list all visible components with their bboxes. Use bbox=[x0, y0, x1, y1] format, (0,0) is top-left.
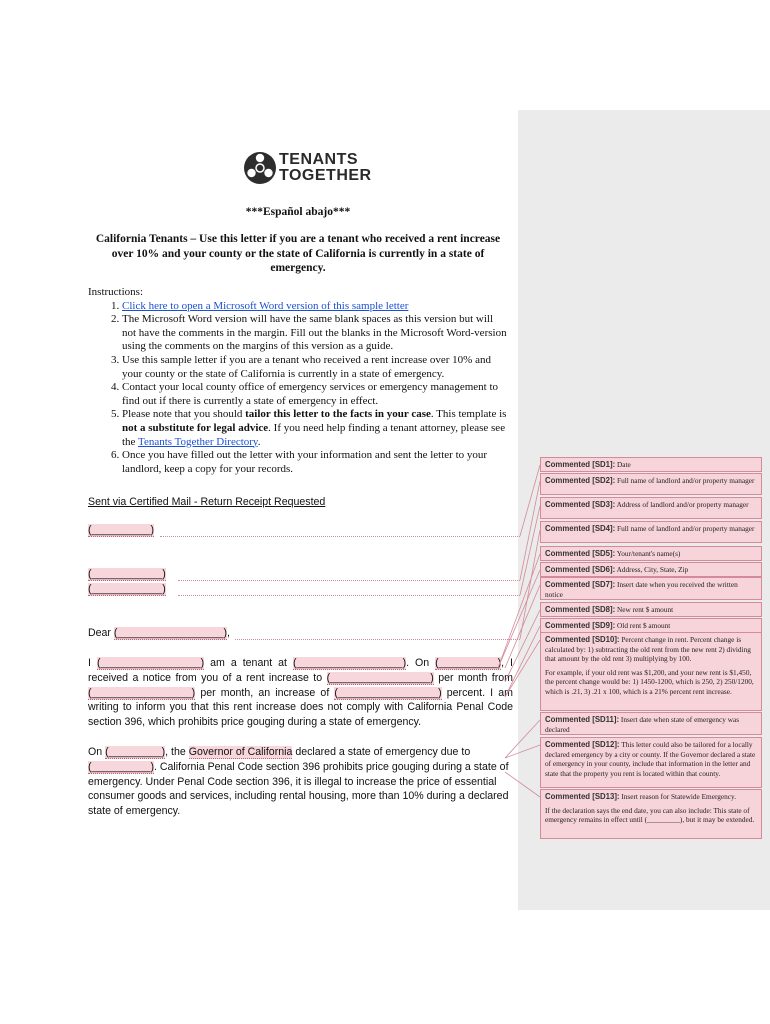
comment-text: Insert date when you received the written notice bbox=[545, 580, 738, 599]
tenants-together-logo bbox=[243, 150, 372, 190]
letter-text: On bbox=[88, 746, 106, 758]
comment-anchor-line bbox=[235, 639, 520, 640]
logo-wordmark bbox=[279, 152, 372, 184]
new-rent-blank[interactable]: (_________________) bbox=[326, 671, 434, 684]
sent-via-line: Sent via Certified Mail - Return Receipt Requested bbox=[88, 496, 326, 508]
letter-text: per month from bbox=[433, 671, 513, 684]
letter-text: I bbox=[88, 657, 97, 669]
comment-label: Commented [SD9]: bbox=[545, 621, 616, 630]
instruction-text: Please note that you should bbox=[122, 408, 246, 421]
comment-sd1[interactable] bbox=[540, 457, 762, 472]
comment-text: Percent change in rent. Percent change is calculated by: 1) subtracting the old rent from the new rent 2) dividing that amount by the old rent 3) multiplying by 100. bbox=[545, 635, 751, 664]
instruction-item bbox=[122, 300, 508, 314]
comment-sd13[interactable] bbox=[540, 789, 762, 839]
word-version-link[interactable]: Click here to open a Microsoft Word version of this sample letter bbox=[122, 299, 409, 312]
comment-anchor-line bbox=[178, 595, 520, 596]
instructions-section bbox=[88, 286, 508, 476]
comment-label: Commented [SD2]: bbox=[545, 476, 616, 485]
instruction-item: 2. The Microsoft Word version will have the same blank spaces as this version but will not have the comments in the margin. Fill out the blanks in the Microsoft Word-version using the comments on the margins of this version as a guide. bbox=[122, 313, 508, 354]
comment-text: This letter could also be tailored for a locally declared emergency by a city or county. If the Governor declared a state of emergency in your county, include that information in the letter and state that the property you rent is located within that county. bbox=[545, 740, 756, 778]
comment-text: Your/tenant's name(s) bbox=[616, 549, 681, 558]
salutation-blank[interactable]: (__________________) bbox=[113, 627, 228, 639]
letter-text: , I received a notice from you of a rent increase to bbox=[88, 657, 513, 684]
letter-text: . California Penal Code section 396 prohibits price gouging during a state of emergency. Under Penal Code section 396, it is illegal to increase the price of essential consumer goods and services, including rental housing, more than 10% during a declared state of emergency. bbox=[88, 760, 509, 818]
letter-text: per month, an increase of bbox=[195, 686, 335, 699]
letter-text: , the bbox=[165, 746, 189, 758]
salutation-text: , bbox=[227, 627, 230, 639]
instruction-text: . This template is bbox=[430, 408, 507, 421]
percent-increase-blank[interactable]: (_________________) bbox=[334, 686, 442, 699]
instruction-item: 6. Once you have filled out the letter with your information and sent the letter to your landlord, keep a copy for your records. bbox=[122, 449, 508, 476]
comment-label: Commented [SD10]: bbox=[545, 635, 620, 644]
comment-sd11[interactable] bbox=[540, 712, 762, 735]
comment-label: Commented [SD1]: bbox=[545, 460, 616, 469]
landlord-address-blank[interactable]: (____________) bbox=[88, 583, 166, 595]
emergency-date-blank[interactable]: (_________) bbox=[105, 746, 166, 758]
comment-extra: For example, if your old rent was $1,200, and your new rent is $1,450, the percent change would be: 1) 1450-1200, which is 250, 2) 250/1200, which is .21, 3) .21 x 100, which is a 21% percent rent increase. bbox=[545, 667, 754, 696]
comment-text: Address of landlord and/or property manager bbox=[616, 500, 749, 509]
document-title: California Tenants – Use this letter if you are a tenant who received a rent increase over 10% and your county or the state of California is currently in a state of emergency. bbox=[95, 233, 501, 274]
comment-text: Old rent $ amount bbox=[617, 621, 671, 630]
comment-label: Commented [SD12]: bbox=[545, 740, 620, 749]
comment-label: Commented [SD13]: bbox=[545, 792, 620, 801]
comment-label: Commented [SD5]: bbox=[545, 549, 616, 558]
comment-text: Insert reason for Statewide Emergency. bbox=[621, 792, 737, 801]
comment-anchor-line bbox=[178, 580, 520, 581]
directory-link[interactable]: Tenants Together Directory bbox=[138, 435, 258, 448]
comment-label: Commented [SD6]: bbox=[545, 565, 616, 574]
comment-anchor-line bbox=[160, 536, 520, 537]
letter-paragraph-1 bbox=[88, 656, 513, 730]
instructions-heading: Instructions: bbox=[88, 286, 143, 298]
comment-label: Commented [SD8]: bbox=[545, 605, 616, 614]
comment-label: Commented [SD4]: bbox=[545, 524, 616, 533]
logo-line-2: TOGETHER bbox=[279, 167, 372, 184]
letter-text: . On bbox=[406, 657, 436, 669]
comment-sd2[interactable] bbox=[540, 473, 762, 495]
comment-sd7[interactable] bbox=[540, 577, 762, 600]
instruction-text: . bbox=[257, 435, 261, 448]
comment-text: Date bbox=[617, 460, 631, 469]
instruction-emphasis: not a substitute for legal advice bbox=[122, 421, 269, 434]
comment-text: Full name of landlord and/or property manager bbox=[617, 524, 755, 533]
date-blank[interactable]: (__________) bbox=[88, 524, 154, 536]
comment-sd12[interactable] bbox=[540, 737, 762, 788]
comment-extra: If the declaration says the end date, you can also include: This state of emergency remains in effect until (_________), but it may be extended. bbox=[545, 805, 755, 825]
comment-text: Address, City, State, Zip bbox=[616, 565, 689, 574]
instructions-list bbox=[88, 300, 508, 477]
comment-sd4[interactable] bbox=[540, 521, 762, 543]
comment-sd6[interactable] bbox=[540, 562, 762, 577]
letter-text: am a tenant at bbox=[204, 657, 293, 669]
old-rent-blank[interactable]: (_________________) bbox=[88, 686, 196, 699]
salutation-text: Dear bbox=[88, 627, 114, 639]
comment-text: Full name of landlord and/or property manager bbox=[617, 476, 755, 485]
comment-text: Insert date when state of emergency was declared bbox=[545, 715, 740, 734]
comment-text: New rent $ amount bbox=[617, 605, 674, 614]
instruction-item: 3. Use this sample letter if you are a tenant who received a rent increase over 10% and your county or the state of California is currently in a state of emergency. bbox=[122, 354, 508, 381]
comment-sd8[interactable] bbox=[540, 602, 762, 617]
letter-text: percent. I am writing to inform you that this rent increase does not comply with California Penal Code section 396, which prohibits price gouging during a state of emergency. bbox=[88, 686, 513, 729]
letter-text: declared a state of emergency due to bbox=[292, 746, 471, 758]
instruction-item bbox=[122, 408, 508, 449]
comment-sd10[interactable] bbox=[540, 632, 762, 711]
governor-highlight[interactable]: Governor of California bbox=[188, 746, 293, 758]
comment-sd9[interactable] bbox=[540, 618, 762, 633]
landlord-name-blank[interactable]: (____________) bbox=[88, 568, 166, 580]
comment-label: Commented [SD11]: bbox=[545, 715, 620, 724]
letter-paragraph-2 bbox=[88, 745, 513, 819]
comment-label: Commented [SD7]: bbox=[545, 580, 616, 589]
emergency-reason-blank[interactable]: (__________) bbox=[88, 760, 154, 773]
notice-date-blank[interactable]: (__________) bbox=[435, 657, 502, 669]
comment-label: Commented [SD3]: bbox=[545, 500, 616, 509]
tenant-name-blank[interactable]: (_________________) bbox=[96, 657, 205, 669]
tenant-address-blank[interactable]: (__________________) bbox=[292, 657, 407, 669]
instruction-text: . If you need help finding a tenant attorney, please see the bbox=[122, 421, 506, 448]
comment-sd5[interactable] bbox=[540, 546, 762, 561]
instruction-emphasis: tailor this letter to the facts in your case bbox=[245, 408, 431, 421]
comment-sd3[interactable] bbox=[540, 497, 762, 519]
instruction-item: 4. Contact your local county office of emergency services or emergency management to find out if there is currently a state of emergency in effect. bbox=[122, 381, 508, 408]
spanish-note: ***Español abajo*** bbox=[245, 206, 351, 218]
tenants-together-logo-icon bbox=[243, 150, 277, 186]
logo-line-1: TENANTS bbox=[279, 151, 359, 168]
